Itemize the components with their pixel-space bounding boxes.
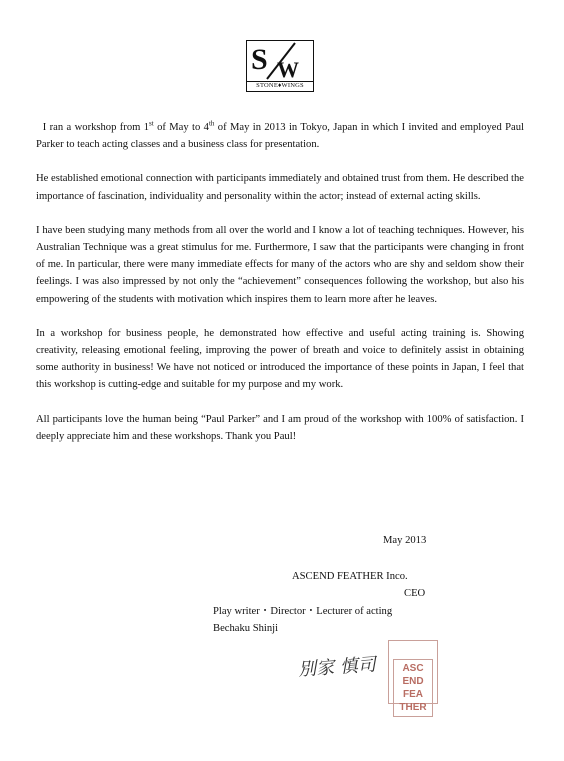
paragraph-3: I have been studying many methods from all over the world and I know a lot of teaching techniques. However, his Australian Technique was a great stimulus for me. Furthermore, I saw that the participants were changing in front of me. In particular, there were many immediate effects for many of the actors who are shy and seldom show their feelings. I was also impressed by not only the “achievement” consequences following the workshop, but also his empowering of the students with motivation which inspires them to learn more after he leaves. <box>36 224 524 305</box>
stone-wings-logo-mark <box>247 41 313 81</box>
letter-date: May 2013 <box>383 535 427 546</box>
company-seal-stamp: ASC END FEA THER <box>388 640 438 704</box>
signer-title: CEO <box>404 588 426 599</box>
svg-text:S: S <box>251 43 268 76</box>
paragraph-2: He established emotional connection with participants immediately and obtained trust from them. He described the importance of fascination, individuality and personality within the actor; instead of external acting skills. <box>36 173 524 202</box>
handwritten-signature <box>296 645 386 690</box>
company-logo <box>246 40 314 92</box>
paragraph-1: I ran a workshop from 1st of May to 4th of May in 2013 in Tokyo, Japan in which I invited and employed Paul Parker to teach acting classes and a business class for presentation. <box>36 119 524 151</box>
company-name: ASCEND FEATHER Inco. <box>292 571 408 582</box>
paragraph-4: In a workshop for business people, he demonstrated how effective and useful acting training is. Showing creativity, releasing emotional feeling, improving the power of breath and voice to definitely assist in obtaining some authority in business! We have not noticed or introduced the importance of these points in Japan, I feel that this workshop is cutting-edge and suitable for my purpose and my work. <box>36 327 524 391</box>
letter-body <box>36 119 524 462</box>
svg-text:W: W <box>277 57 299 81</box>
signer-roles: Play writer・Director・Lecturer of acting <box>213 606 393 617</box>
signature-scribble <box>296 645 386 685</box>
paragraph-5: All participants love the human being “Paul Parker” and I am proud of the workshop with 100% of satisfaction. I deeply appreciate him and these workshops. Thank you Paul! <box>36 413 524 442</box>
logo-caption: STONE♦WINGS <box>247 81 313 90</box>
signer-name: Bechaku Shinji <box>213 623 279 634</box>
svg-text:別家 慎司: 別家 慎司 <box>297 654 377 681</box>
